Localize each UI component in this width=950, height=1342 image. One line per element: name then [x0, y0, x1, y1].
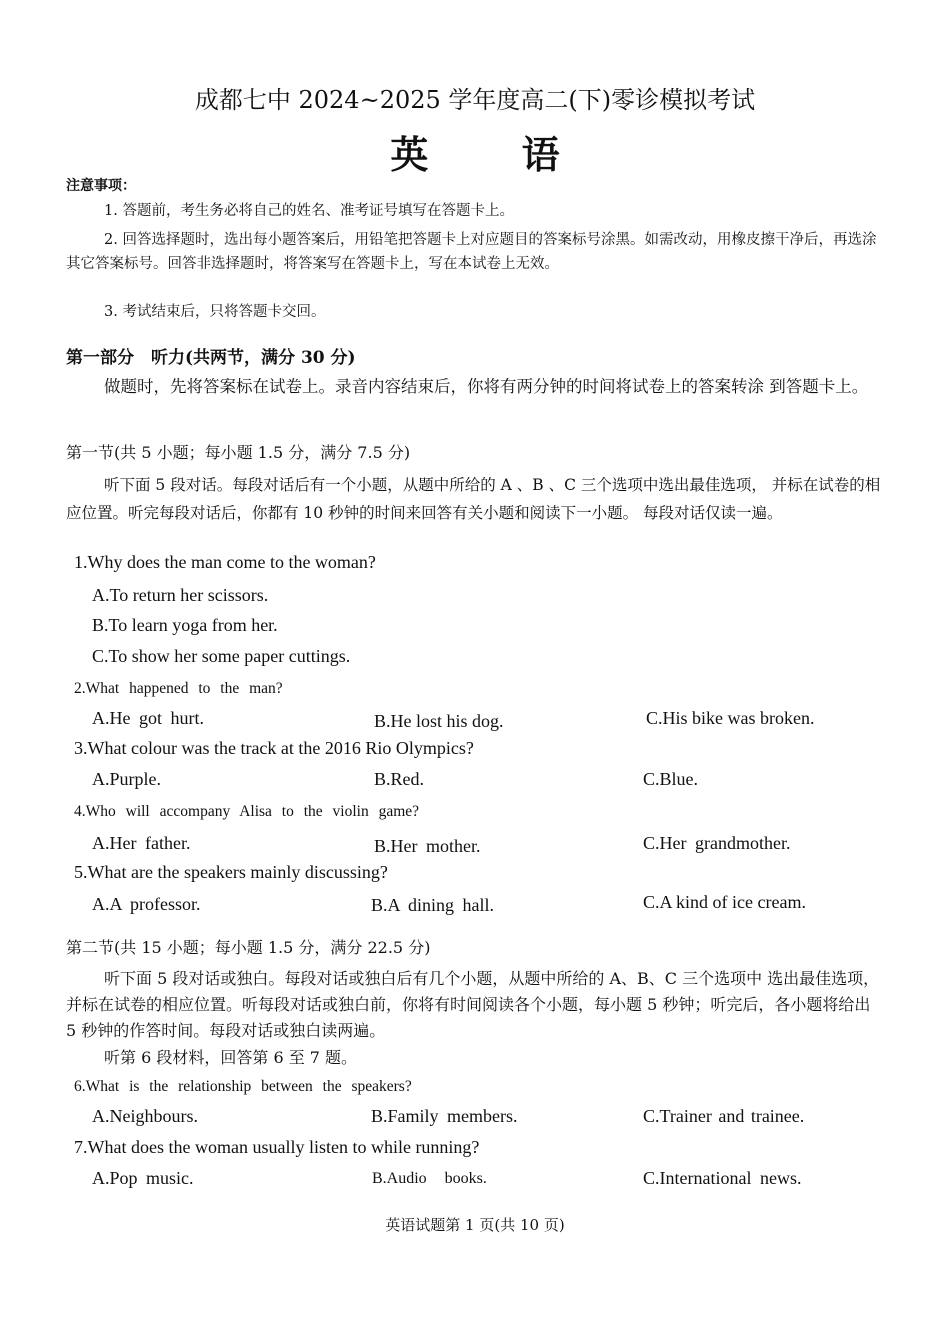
part1-heading: 第一部分 听力(共两节，满分 30 分): [66, 348, 356, 368]
question-1-stem: 1.Why does the man come to the woman?: [74, 552, 376, 572]
question-7-stem: 7.What does the woman usually listen to while running?: [74, 1137, 480, 1157]
question-2-stem: 2.What happened to the man?: [74, 680, 283, 697]
question-3-option-b: B.Red.: [374, 769, 425, 789]
question-6-stem: 6.What is the relationship between the speakers?: [74, 1078, 412, 1095]
question-1-option-a: A.To return her scissors.: [92, 585, 269, 605]
exam-title: 成都七中 2024~2025 学年度高二(下)零诊模拟考试: [194, 86, 756, 114]
question-3-stem: 3.What colour was the track at the 2016 Rio Olympics?: [74, 738, 474, 758]
question-7-option-a: A.Pop music.: [92, 1168, 194, 1188]
note-item-1: 1. 答题前，考生务必将自己的姓名、准考证号填写在答题卡上。: [104, 203, 514, 219]
question-1-option-b: B.To learn yoga from her.: [92, 615, 278, 635]
section1-instruction: 听下面 5 段对话。每段对话后有一个小题，从题中所给的 A 、B 、C 三个选项中选出最佳选项， 并标在试卷的相应位置。听完每段对话后，你都有 10 秒钟的时间来回答有关小题和阅读下一小题。 每段对话仅读一遍。: [66, 476, 881, 522]
question-2-option-c: C.His bike was broken.: [646, 708, 815, 728]
question-5-option-b: B.A dining hall.: [371, 895, 495, 915]
question-4-option-b: B.Her mother.: [374, 836, 481, 856]
note-item-2: 2. 回答选择题时，选出每小题答案后，用铅笔把答题卡上对应题目的答案标号涂黑。如需改动，用橡皮擦干净后，再选涂其它答案标号。回答非选择题时，将答案写在答题卡上，写在本试卷上无效。: [66, 232, 877, 272]
question-6-option-b: B.Family members.: [371, 1106, 518, 1126]
question-3-option-a: A.Purple.: [92, 769, 161, 789]
question-6-option-c: C.Trainer and trainee.: [643, 1106, 805, 1126]
question-5-option-a: A.A professor.: [92, 894, 201, 914]
section2-instruction: 听下面 5 段对话或独白。每段对话或独白后有几个小题，从题中所给的 A、B、C 三个选项中 选出最佳选项，并标在试卷的相应位置。听每段对话或独白前，你将有时间阅读各个小题，每小题 5 秒钟；听完后，各小题将给出 5 秒钟的作答时间。每段对话或独白读两遍。: [66, 969, 880, 1040]
question-1-option-c: C.To show her some paper cuttings.: [92, 646, 351, 666]
notes-heading: 注意事项：: [66, 178, 136, 194]
subject-title: 英 语: [390, 132, 600, 177]
question-4-stem: 4.Who will accompany Alisa to the violin game?: [74, 803, 420, 820]
note-item-3: 3. 考试结束后，只将答题卡交回。: [104, 304, 326, 320]
question-2-option-a: A.He got hurt.: [92, 708, 204, 728]
question-5-option-c: C.A kind of ice cream.: [643, 892, 806, 912]
question-7-option-b: B.Audio books.: [372, 1170, 487, 1187]
page-footer: 英语试题第 1 页(共 10 页): [385, 1216, 565, 1234]
section2-material-note: 听第 6 段材料，回答第 6 至 7 题。: [104, 1048, 358, 1067]
question-4-option-c: C.Her grandmother.: [643, 833, 791, 853]
question-4-option-a: A.Her father.: [92, 833, 191, 853]
question-5-stem: 5.What are the speakers mainly discussing?: [74, 862, 388, 882]
question-2-option-b: B.He lost his dog.: [374, 711, 504, 731]
section1-heading: 第一节(共 5 小题；每小题 1.5 分，满分 7.5 分): [66, 443, 411, 462]
section2-heading: 第二节(共 15 小题；每小题 1.5 分，满分 22.5 分): [66, 938, 431, 957]
question-6-option-a: A.Neighbours.: [92, 1106, 198, 1126]
part1-instruction: 做题时，先将答案标在试卷上。录音内容结束后，你将有两分钟的时间将试卷上的答案转涂 到答题卡上。: [104, 377, 869, 396]
question-3-option-c: C.Blue.: [643, 769, 699, 789]
question-7-option-c: C.International news.: [643, 1168, 802, 1188]
